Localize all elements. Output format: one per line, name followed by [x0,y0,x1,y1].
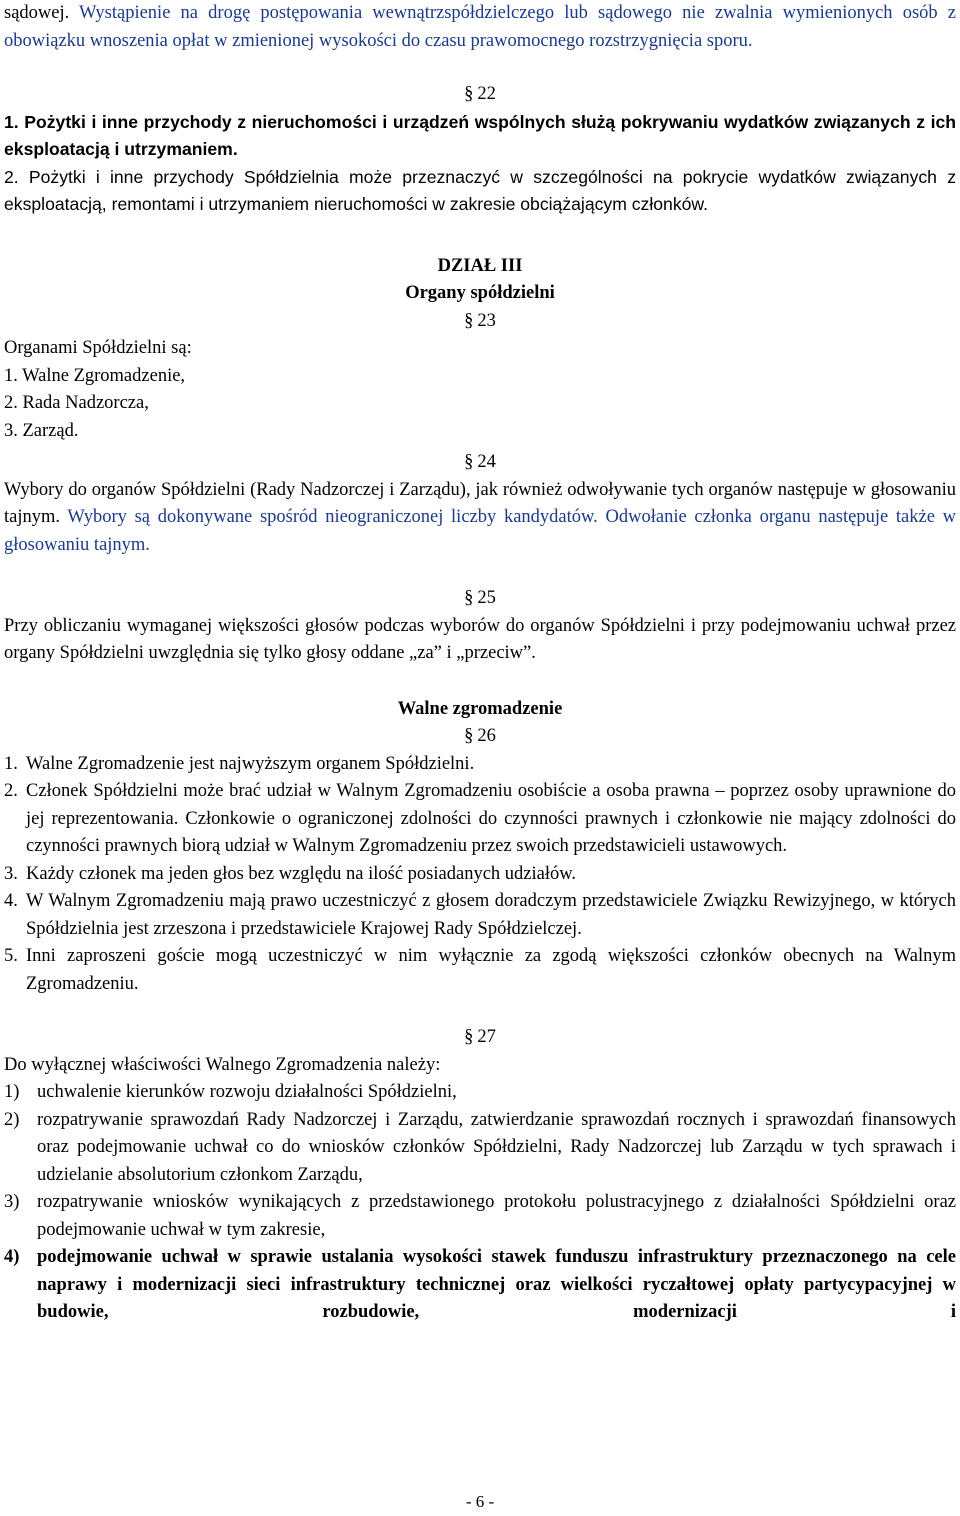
paragraph-23-number: § 23 [464,310,496,331]
document-page [4,0,956,1327]
intro-rest: Wystąpienie na drogę postępowania wewnątrzspółdzielczego lub sądowego nie zwalnia wymienionych osób z obowiązku wnoszenia opłat w zmienionej wysokości do czasu prawomocnego rozstrzygnięcia sporu. [4,3,956,51]
section-title: DZIAŁ III [437,255,523,276]
section-sign: § [464,588,474,608]
intro-start: sądowej. [4,3,70,23]
paragraph-24-number: § 24 [464,452,496,472]
paragraph-23-item: 2. Rada Nadzorcza, [4,393,149,413]
intro-paragraph [4,0,956,55]
paragraph-26-item: 4. W Walnym Zgromadzeniu mają prawo uczestniczyć z głosem doradczym przedstawiciele Związku Rewizyjnego, w których Spółdzielnia jest zrzeszona i przedstawiciele Krajowej Rady Spółdzielczej. [4,891,956,939]
paragraph-26-item: 3. Każdy członek ma jeden głos bez względu na ilość posiadanych udziałów. [4,863,577,884]
paragraph-26-item: 2. Członek Spółdzielni może brać udział w Walnym Zgromadzeniu osobiście a osoba prawna – poprzez osoby uprawnione do jej reprezentowania. Członkowie o ograniczonej zdolności do czynności prawnych i członkowie nie mający zdolności do czynności prawnych biorą udział w Walnym Zgromadzeniu przez swoich przedstawicieli ustawowych. [4,781,956,856]
paragraph-26-item: 1. Walne Zgromadzenie jest najwyższym organem Spółdzielni. [4,753,475,774]
paragraph-24-text [4,477,956,560]
paragraph-22-point-2: 2. Pożytki i inne przychody Spółdzielnia może przeznaczyć w szczególności na pokrycie wydatków związanych z eksploatacją, remontami i utrzymaniem nieruchomości w zakresie obciążającym członków. [4,166,956,214]
page-number: - 6 - [465,1492,495,1511]
paragraph-24-sentence-2: Wybory są dokonywane spośród nieograniczonej liczby kandydatów. [60,507,598,527]
paragraph-26-number: § 26 [464,726,496,746]
paragraph-25-text: Przy obliczaniu wymaganej większości głosów podczas wyborów do organów Spółdzielni i przy podejmowaniu uchwał przez organy Spółdzielni uwzględnia się tylko głosy oddane „za” i „przeciw”. [4,615,956,663]
section-sign: § [464,452,474,472]
section-sign: § [464,1027,474,1047]
paragraph-23-item: 1. Walne Zgromadzenie, [4,365,186,386]
paragraph-25-number: § 25 [464,588,496,608]
section-sign: § [464,726,474,746]
paragraph-24-sentence-1: Wybory do organów Spółdzielni (Rady Nadzorczej i Zarządu), jak również odwoływanie tych organów następuje w głosowaniu tajnym. [4,479,956,527]
section-sign: § [464,310,474,331]
paragraph-23-item: 3. Zarząd. [4,420,79,441]
paragraph-23-intro: Organami Spółdzielni są: [4,338,192,358]
paragraph-27-item: 4) podejmowanie uchwał w sprawie ustalania wysokości stawek funduszu infrastruktury przeznaczonego na cele naprawy i modernizacji sieci infrastruktury technicznej oraz wielkości ryczałtowej opłaty partycypacyjnej w budowie, rozbudowie, modernizacji i [4,1247,956,1322]
walne-heading: Walne zgromadzenie [397,698,563,719]
paragraph-27-item: 3) rozpatrywanie wniosków wynikających z przedstawionego protokołu polustracyjnego z działalności Spółdzielni oraz podejmowanie uchwał w tym zakresie, [4,1192,956,1240]
paragraph-27-number: § 27 [464,1027,496,1047]
paragraph-24-sentence-3: Odwołanie członka organu następuje także w głosowaniu tajnym. [4,507,956,555]
paragraph-27-item: 2) rozpatrywanie sprawozdań Rady Nadzorczej i Zarządu, zatwierdzanie sprawozdań rocznych i sprawozdań finansowych oraz podejmowanie uchwał co do wniosków członków Spółdzielni, Rady Nadzorczej lub Zarządu w tych sprawach i udzielanie absolutorium członkom Zarządu, [4,1109,956,1185]
paragraph-26-item: 5. Inni zaproszeni goście mogą uczestniczyć w nim wyłącznie za zgodą większości członków obecnych na Walnym Zgromadzeniu. [4,946,956,994]
paragraph-27-item: 1) uchwalenie kierunków rozwoju działalności Spółdzielni, [4,1082,457,1102]
paragraph-22-number: § 22 [464,84,496,104]
paragraph-22-point-1: 1. Pożytki i inne przychody z nieruchomości i urządzeń wspólnych służą pokrywaniu wydatków związanych z ich eksploatacją i utrzymaniem. [4,111,956,159]
paragraph-27-intro: Do wyłącznej właściwości Walnego Zgromadzenia należy: [4,1054,441,1075]
section-subtitle: Organy spółdzielni [405,283,555,303]
section-sign: § [464,84,474,104]
